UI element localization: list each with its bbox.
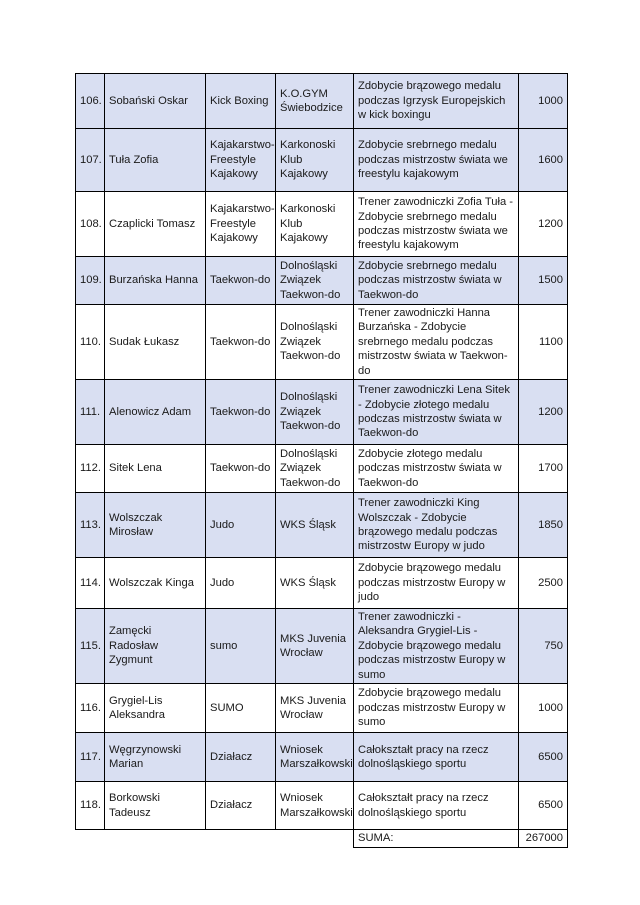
discipline: Taekwon-do: [206, 257, 276, 305]
achievement: Trener zawodniczki Zofia Tuła - Zdobycie srebrnego medalu podczas mistrzostw świata we freestylu kajakowym: [354, 192, 519, 257]
row-number: 115.: [76, 609, 105, 684]
club: MKS Juvenia Wrocław: [276, 609, 354, 684]
discipline: sumo: [206, 609, 276, 684]
discipline: SUMO: [206, 684, 276, 733]
discipline: Kajakarstwo-Freestyle Kajakowy: [206, 129, 276, 192]
row-number: 112.: [76, 445, 105, 493]
club: Dolnośląski Związek Taekwon-do: [276, 380, 354, 445]
club: Wniosek Marszałkowski: [276, 782, 354, 830]
table-row: [76, 733, 568, 782]
achievement: Całokształt pracy na rzecz dolnośląskiego sportu: [354, 782, 519, 830]
club: WKS Śląsk: [276, 493, 354, 558]
table-row: [76, 445, 568, 493]
row-number: 109.: [76, 257, 105, 305]
achievement: Całokształt pracy na rzecz dolnośląskiego sportu: [354, 733, 519, 782]
person-name: Burzańska Hanna: [105, 257, 206, 305]
discipline: Taekwon-do: [206, 445, 276, 493]
award-amount: 1000: [519, 74, 568, 129]
achievement: Trener zawodniczki Lena Sitek - Zdobycie złotego medalu podczas mistrzostw świata w Taekwon-do: [354, 380, 519, 445]
achievement: Zdobycie brązowego medalu podczas mistrzostw Europy w judo: [354, 558, 519, 609]
achievement: Trener zawodniczki Hanna Burzańska - Zdobycie srebrnego medalu podczas mistrzostw świata w Taekwon-do: [354, 305, 519, 380]
award-amount: 6500: [519, 782, 568, 830]
club: Dolnośląski Związek Taekwon-do: [276, 445, 354, 493]
row-number: 113.: [76, 493, 105, 558]
person-name: Wolszczak Mirosław: [105, 493, 206, 558]
club: MKS Juvenia Wrocław: [276, 684, 354, 733]
person-name: Borkowski Tadeusz: [105, 782, 206, 830]
achievement: Trener zawodniczki - Aleksandra Grygiel-Lis - Zdobycie brązowego medalu podczas mistrzostw Europy w sumo: [354, 609, 519, 684]
discipline: Działacz: [206, 733, 276, 782]
award-amount: 6500: [519, 733, 568, 782]
row-number: 108.: [76, 192, 105, 257]
row-number: 118.: [76, 782, 105, 830]
discipline: Kajakarstwo-Freestyle Kajakowy: [206, 192, 276, 257]
discipline: Judo: [206, 558, 276, 609]
achievement: Trener zawodniczki King Wolszczak - Zdobycie brązowego medalu podczas mistrzostw Europy w judo: [354, 493, 519, 558]
table-row: [76, 74, 568, 129]
row-number: 110.: [76, 305, 105, 380]
club: Karkonoski Klub Kajakowy: [276, 192, 354, 257]
achievement: Zdobycie srebrnego medalu podczas mistrzostw świata w Taekwon-do: [354, 257, 519, 305]
summary-label: SUMA:: [354, 830, 519, 848]
person-name: Tuła Zofia: [105, 129, 206, 192]
row-number: 117.: [76, 733, 105, 782]
award-amount: 1200: [519, 192, 568, 257]
achievement: Zdobycie brązowego medalu podczas mistrzostw Europy w sumo: [354, 684, 519, 733]
person-name: Sudak Łukasz: [105, 305, 206, 380]
award-amount: 1200: [519, 380, 568, 445]
table-row: [76, 192, 568, 257]
table-row: [76, 257, 568, 305]
award-amount: 1700: [519, 445, 568, 493]
award-amount: 1500: [519, 257, 568, 305]
table-row: [76, 684, 568, 733]
person-name: Zamęcki Radosław Zygmunt: [105, 609, 206, 684]
row-number: 107.: [76, 129, 105, 192]
summary-total: 267000: [519, 830, 568, 848]
awards-table: [75, 73, 568, 848]
row-number: 116.: [76, 684, 105, 733]
discipline: Taekwon-do: [206, 380, 276, 445]
discipline: Judo: [206, 493, 276, 558]
discipline: Taekwon-do: [206, 305, 276, 380]
awards-table-body: [76, 74, 568, 848]
table-row: [76, 129, 568, 192]
award-amount: 2500: [519, 558, 568, 609]
person-name: Wolszczak Kinga: [105, 558, 206, 609]
person-name: Czaplicki Tomasz: [105, 192, 206, 257]
table-row: [76, 782, 568, 830]
person-name: Grygiel-Lis Aleksandra: [105, 684, 206, 733]
club: WKS Śląsk: [276, 558, 354, 609]
discipline: Kick Boxing: [206, 74, 276, 129]
award-amount: 1600: [519, 129, 568, 192]
table-row: [76, 380, 568, 445]
achievement: Zdobycie srebrnego medalu podczas mistrzostw świata we freestylu kajakowym: [354, 129, 519, 192]
table-row: [76, 609, 568, 684]
discipline: Działacz: [206, 782, 276, 830]
table-row: [76, 305, 568, 380]
summary-row: [76, 830, 568, 848]
person-name: Alenowicz Adam: [105, 380, 206, 445]
club: Karkonoski Klub Kajakowy: [276, 129, 354, 192]
achievement: Zdobycie złotego medalu podczas mistrzostw świata w Taekwon-do: [354, 445, 519, 493]
row-number: 106.: [76, 74, 105, 129]
person-name: Węgrzynowski Marian: [105, 733, 206, 782]
club: K.O.GYM Świebodzice: [276, 74, 354, 129]
award-amount: 1100: [519, 305, 568, 380]
person-name: Sobański Oskar: [105, 74, 206, 129]
table-row: [76, 493, 568, 558]
award-amount: 1850: [519, 493, 568, 558]
row-number: 114.: [76, 558, 105, 609]
award-amount: 750: [519, 609, 568, 684]
person-name: Sitek Lena: [105, 445, 206, 493]
club: Dolnośląski Związek Taekwon-do: [276, 305, 354, 380]
club: Dolnośląski Związek Taekwon-do: [276, 257, 354, 305]
award-amount: 1000: [519, 684, 568, 733]
table-row: [76, 558, 568, 609]
club: Wniosek Marszałkowski: [276, 733, 354, 782]
row-number: 111.: [76, 380, 105, 445]
achievement: Zdobycie brązowego medalu podczas Igrzysk Europejskich w kick boxingu: [354, 74, 519, 129]
